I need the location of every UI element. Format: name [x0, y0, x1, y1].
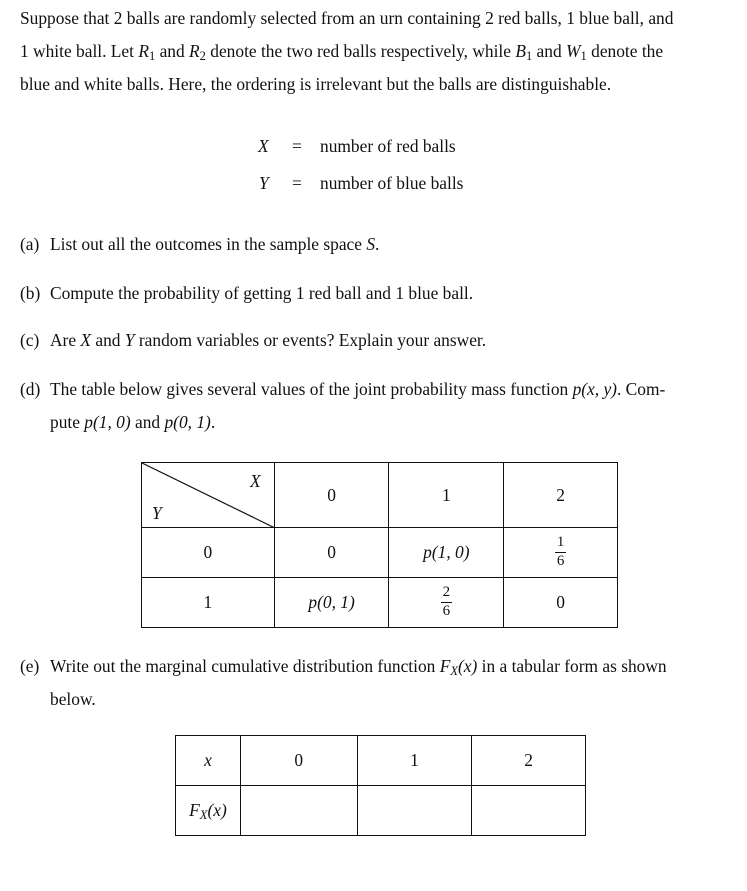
fraction-two-sixths: [441, 585, 452, 620]
cdf-table-f-row: [176, 786, 586, 836]
cdf-table-f-subscript: X: [199, 808, 208, 823]
def-x-var: X: [258, 136, 269, 156]
part-a: [50, 234, 379, 255]
joint-table-x-0: 0: [274, 463, 389, 528]
joint-table-row-y1: [142, 578, 618, 628]
part-c-y: Y: [124, 330, 135, 350]
joint-table-cell-2-1: 0: [504, 578, 618, 628]
intro-text-2a: 1 white ball. Let: [20, 41, 139, 61]
pmf-symbol: p(x, y): [572, 379, 617, 399]
cdf-table-f-symbol: F: [189, 800, 200, 820]
part-c-label: (c): [20, 330, 40, 350]
cdf-symbol: F: [439, 656, 451, 676]
def-y-text: number of blue balls: [320, 173, 464, 193]
intro-line-2: [20, 41, 663, 62]
r-symbol-1: R: [138, 41, 149, 61]
joint-table-y-0: 0: [142, 528, 275, 578]
part-c: [50, 330, 486, 351]
fraction-numerator: 2: [442, 584, 451, 601]
part-d-text-1-end: . Com-: [616, 379, 666, 399]
cdf-table-f-2: [472, 786, 586, 836]
def-x-eq: =: [292, 136, 302, 156]
part-d-line-2: [50, 412, 215, 433]
intro-line-3: [20, 74, 611, 95]
joint-table-x-2: 2: [504, 463, 618, 528]
cdf-table-x-1: 1: [357, 736, 472, 786]
joint-table-corner-cell: [142, 463, 275, 528]
cdf-table-x-label: x: [176, 736, 241, 786]
and-word-1: and: [155, 41, 190, 61]
r-sub-2: 2: [199, 49, 206, 64]
intro-text-3: blue and white balls. Here, the ordering is irrelevant but the balls are distinguishable.: [20, 74, 612, 94]
cdf-table-f-1: [357, 786, 472, 836]
joint-table-x-header: X: [250, 471, 261, 491]
and-word-2: and: [532, 41, 567, 61]
part-d-and: and: [130, 412, 165, 432]
cdf-table-x-0: 0: [240, 736, 357, 786]
part-d-text-2: pute: [50, 412, 85, 432]
part-e-text-1: Write out the marginal cumulative distribution function: [50, 656, 440, 676]
part-b-label: (b): [20, 283, 41, 303]
cdf-table-x-row: [176, 736, 586, 786]
joint-table-row-y0: [142, 528, 618, 578]
sample-space-symbol: S: [366, 234, 376, 254]
r-symbol-2: R: [189, 41, 200, 61]
part-c-and: and: [91, 330, 125, 350]
part-e-label: (e): [20, 656, 40, 676]
part-d-line-1: [50, 379, 665, 400]
part-c-x: X: [80, 330, 92, 350]
joint-pmf-table: [141, 462, 618, 628]
def-x-text: number of red balls: [320, 136, 456, 156]
intro-text-2c: denote the: [586, 41, 664, 61]
intro-text-1: Suppose that 2 balls are randomly selected from an urn containing 2 red balls, 1 blue ball, and: [20, 8, 674, 28]
part-a-label: (a): [20, 234, 40, 254]
def-y-eq: =: [292, 173, 302, 193]
r-sub-1: 1: [148, 49, 156, 64]
cdf-subscript: X: [450, 664, 458, 679]
part-a-period: .: [375, 234, 380, 254]
joint-table-x-1: 1: [389, 463, 504, 528]
joint-table-cell-0-0: 0: [274, 528, 389, 578]
joint-table-y-header: Y: [152, 503, 162, 523]
fraction-numerator: 1: [556, 534, 565, 551]
fraction-denominator: 6: [556, 553, 565, 569]
b-symbol: B: [515, 41, 526, 61]
fraction-denominator: 6: [442, 603, 451, 619]
part-e-line-1: [50, 656, 667, 677]
cdf-table-x-2: 2: [472, 736, 586, 786]
b-sub: 1: [525, 49, 533, 64]
w-sub: 1: [580, 49, 587, 64]
joint-table-cell-0-1: p(0, 1): [274, 578, 389, 628]
fraction-one-sixth: [555, 535, 566, 570]
p01-symbol: p(0, 1): [164, 412, 211, 432]
part-c-pre: Are: [50, 330, 81, 350]
part-c-post: random variables or events? Explain your answer.: [134, 330, 487, 350]
def-y-var: Y: [259, 173, 269, 193]
part-d-text-1: The table below gives several values of the joint probability mass function: [50, 379, 573, 399]
joint-table-cell-1-0: p(1, 0): [389, 528, 504, 578]
part-e-line-2: below.: [50, 689, 96, 709]
cdf-table-f-0: [240, 786, 357, 836]
w-symbol: W: [566, 41, 581, 61]
part-d-period: .: [210, 412, 216, 432]
part-b-text: Compute the probability of getting 1 red ball and 1 blue ball.: [50, 283, 474, 303]
joint-table-cell-1-1: [389, 578, 504, 628]
joint-table-cell-2-0: [504, 528, 618, 578]
cdf-table-f-label: [176, 786, 241, 836]
intro-text-2b: denote the two red balls respectively, while: [205, 41, 516, 61]
cdf-table: [175, 735, 586, 836]
p10-symbol: p(1, 0): [84, 412, 131, 432]
intro-line-1: [20, 8, 673, 29]
part-d-label: (d): [20, 379, 41, 399]
part-a-text: List out all the outcomes in the sample space: [50, 234, 367, 254]
joint-table-y-1: 1: [142, 578, 275, 628]
part-e-text-1-end: in a tabular form as shown: [477, 656, 667, 676]
cdf-argument: (x): [457, 656, 478, 676]
cdf-table-f-argument: (x): [207, 800, 227, 820]
